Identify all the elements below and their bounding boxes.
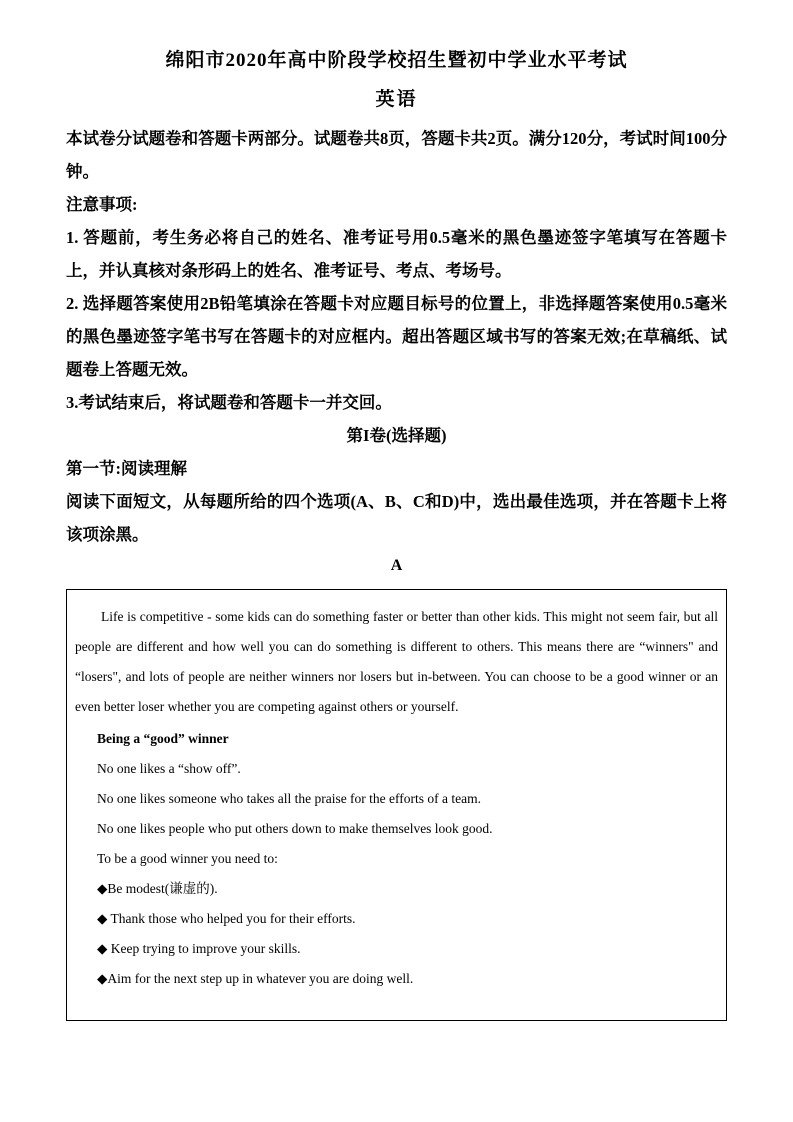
page-subtitle: 英语 [375, 89, 418, 110]
page-title: 绵阳市2020年高中阶段学校招生暨初中学业水平考试 [165, 50, 628, 71]
notice-item-1: 1. 答题前，考生务必将自己的姓名、准考证号用0.5毫米的黑色墨迹签字笔填写在答题卡上，并认真核对条形码上的姓名、准考证号、考点、考场号。 [66, 228, 727, 280]
passage-paragraph: Life is competitive - some kids can do something faster or better than other kids. This might not seem fair, but all people are different and how well you can do something is different to others. This means there are “winners" and “losers", and lots of people are neither winners nor losers but in-between. You can choose to be a good winner or an even better loser whether you are competing against others or yourself. [75, 609, 718, 714]
passage-line-7: ◆ Keep trying to improve your skills. [97, 941, 301, 956]
passage-box [66, 589, 727, 1021]
section-title: 第I卷(选择题) [346, 426, 447, 445]
notice-item-2: 2. 选择题答案使用2B铅笔填涂在答题卡对应题目标号的位置上，非选择题答案使用0.5毫米的黑色墨迹签字笔书写在答题卡的对应框内。超出答题区域书写的答案无效;在草稿纸、试题卷上答题无效。 [66, 294, 727, 379]
passage-line-5: ◆Be modest(谦虚的). [97, 881, 218, 896]
reading-instructions: 阅读下面短文，从每题所给的四个选项(A、B、C和D)中，选出最佳选项，并在答题卡上将该项涂黑。 [66, 492, 727, 544]
passage-label: A [390, 557, 403, 574]
passage-subheading: Being a “good” winner [97, 731, 229, 746]
passage-line-2: No one likes someone who takes all the praise for the efforts of a team. [97, 791, 482, 806]
notice-item-3: 3.考试结束后，将试题卷和答题卡一并交回。 [66, 393, 392, 412]
part-heading: 第一节:阅读理解 [66, 459, 187, 478]
intro-paragraph: 本试卷分试题卷和答题卡两部分。试题卷共8页，答题卡共2页。满分120分，考试时间100分钟。 [66, 129, 727, 181]
passage-line-1: No one likes a “show off”. [97, 761, 241, 776]
passage-line-3: No one likes people who put others down to make themselves look good. [97, 821, 493, 836]
notice-heading: 注意事项: [66, 195, 138, 214]
passage-line-8: ◆Aim for the next step up in whatever you are doing well. [97, 971, 414, 986]
passage-line-6: ◆ Thank those who helped you for their efforts. [97, 911, 356, 926]
passage-line-4: To be a good winner you need to: [97, 851, 278, 866]
